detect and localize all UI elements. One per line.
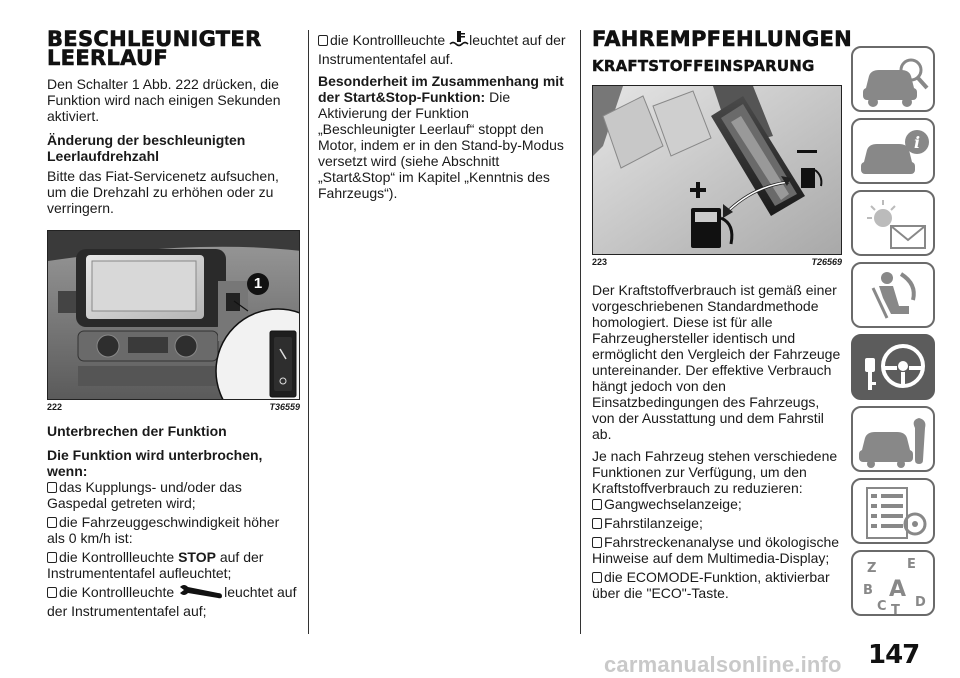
checkbox-bullet-icon	[47, 552, 57, 563]
tab-safety[interactable]	[851, 262, 935, 328]
index-letter: C	[877, 599, 887, 614]
bullet-wrench-light: die Kontrollleuchte leuchtet auf der Instrumententafel auf;	[47, 584, 297, 619]
car-search-icon	[853, 48, 937, 114]
column-middle	[318, 30, 568, 201]
bullet-temperature-light: die Kontrollleuchte leuchtet auf der Instrumententafel auf.	[318, 32, 566, 67]
bullet-gear-shift: Gangwechselanzeige;	[592, 496, 842, 512]
column-right	[592, 27, 853, 601]
index-letter: T	[891, 603, 900, 618]
specs-list-icon	[853, 480, 937, 546]
change-text: Bitte das Fiat-Servicenetz aufsuchen, um die Drehzahl zu erhöhen oder zu verringern.	[47, 168, 279, 216]
figure-callout-number: 1	[253, 275, 263, 292]
section-title-driving: FAHREMPFEHLUNGEN	[592, 27, 853, 51]
figure-code: T36559	[269, 402, 300, 412]
bullet-stop-light: die Kontrollleuchte STOP auf der Instrumententafel aufleuchtet;	[47, 549, 264, 581]
figure-number: 222	[47, 402, 63, 412]
key-steering-wheel-icon	[853, 336, 937, 402]
bullet-ecomode: die ECOMODE-Funktion, aktivierbar über die "ECO"-Taste.	[592, 569, 830, 601]
column-divider-1	[308, 30, 309, 634]
tab-alphabetical-index[interactable]	[851, 550, 935, 616]
bullet-speed: die Fahrzeuggeschwindigkeit höher als 0 km/h ist:	[47, 514, 280, 546]
checkbox-bullet-icon	[592, 572, 602, 583]
figure-code: T26569	[811, 257, 842, 267]
figure-222	[47, 230, 300, 413]
figure-223	[592, 85, 842, 268]
functions-paragraph: Je nach Fahrzeug stehen verschiedene Funktionen zur Verfügung, um den Kraftstoffverbrauch zu reduzieren:	[592, 448, 838, 496]
heading-interrupted-when: Die Funktion wird unterbrochen, wenn:	[47, 447, 263, 479]
section-title-idle: BESCHLEUNIGTER LEERLAUF	[47, 27, 262, 70]
car-wrench-icon	[853, 408, 937, 474]
wrench-warning-icon	[178, 584, 224, 603]
consumption-paragraph: Der Kraftstoffverbrauch ist gemäß einer vorgeschriebenen Standardmethode homologiert. Diese ist für alle Fahrzeughersteller identisch und ermöglicht den Vergleich der Fahrzeuge untereinander. Der effektive Verbrauch hängt jedoch von den Einsatzbedingungen des Fahrzeugs, von der Ausstattung und dem Fahrstil ab.	[592, 282, 841, 442]
seat-airbag-icon	[853, 264, 937, 330]
tab-emergency[interactable]	[851, 406, 935, 472]
intro-text: Den Schalter 1 Abb. 222 drücken, die Funktion wird nach einigen Sekunden aktiviert.	[47, 76, 281, 124]
tab-starting-driving[interactable]	[851, 334, 935, 400]
bullet-driving-style: Fahrstilanzeige;	[592, 515, 842, 531]
checkbox-bullet-icon	[47, 587, 57, 598]
checkbox-bullet-icon	[47, 517, 57, 528]
bullet-trip-analysis: Fahrstreckenanalyse und ökologische Hinweise auf dem Multimedia-Display;	[592, 534, 840, 566]
special-paragraph: Besonderheit im Zusammenhang mit der Start&Stop-Funktion: Die Aktivierung der Funktion „Beschleunigter Leerlauf“ stoppt den Motor, indem er in den Stand-by-Modus versetzt wird (siehe Abschnitt „Start&Stop“ im Kapitel „Kenntnis des Fahrzeugs“).	[318, 73, 564, 201]
stop-label: STOP	[178, 549, 216, 565]
dashboard-photo	[47, 230, 300, 400]
chapter-tabs	[851, 46, 937, 622]
subsection-title-fuel: KRAFTSTOFFEINSPARUNG	[592, 57, 815, 75]
alphabet-index-icon	[853, 552, 937, 618]
svg-text:i: i	[913, 133, 921, 152]
checkbox-bullet-icon	[47, 482, 57, 493]
index-letter: D	[915, 595, 926, 610]
column-divider-2	[580, 30, 581, 634]
index-letter: B	[863, 583, 873, 598]
checkbox-bullet-icon	[318, 35, 328, 46]
tab-car-search[interactable]	[851, 46, 935, 112]
heading-change-idle: Änderung der beschleunigten Leerlaufdrehzahl	[47, 132, 246, 164]
figure-number: 223	[592, 257, 608, 267]
index-letter: A	[889, 577, 907, 602]
watermark: carmanualsonline.info	[604, 652, 842, 677]
car-info-icon	[853, 120, 937, 186]
tab-warning-lights[interactable]	[851, 190, 935, 256]
checkbox-bullet-icon	[592, 499, 602, 510]
figure-caption-222	[47, 402, 300, 413]
figure-caption-223	[592, 257, 842, 268]
special-heading: Besonderheit im Zusammenhang mit der Start&Stop-Funktion:	[318, 73, 564, 105]
checkbox-bullet-icon	[592, 518, 602, 529]
index-letter: E	[907, 557, 916, 572]
checkbox-bullet-icon	[592, 537, 602, 548]
index-letter: Z	[867, 561, 877, 576]
column-left	[47, 27, 300, 619]
coolant-temperature-icon	[449, 30, 469, 51]
page-number: 147	[868, 640, 920, 670]
tab-specifications[interactable]	[851, 478, 935, 544]
bullet-clutch-pedal: das Kupplungs- und/oder das Gaspedal getreten wird;	[47, 479, 242, 511]
tab-car-info[interactable]	[851, 118, 935, 184]
pedals-photo	[592, 85, 842, 255]
heading-interrupt: Unterbrechen der Funktion	[47, 423, 227, 439]
warning-light-envelope-icon	[853, 192, 937, 258]
